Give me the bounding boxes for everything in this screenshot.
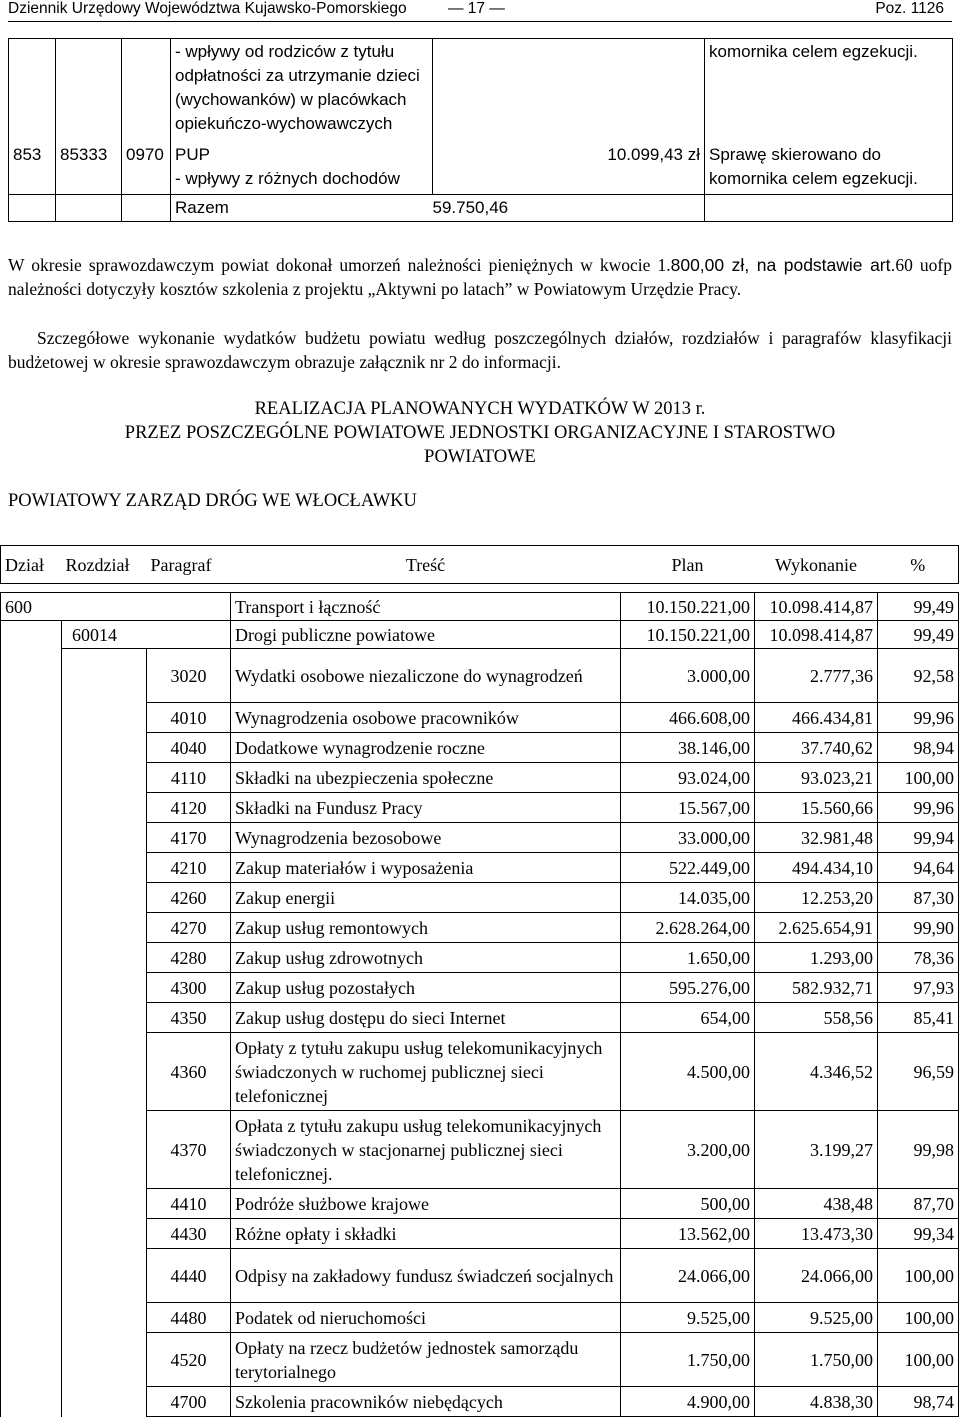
- table-row: [1, 1333, 959, 1387]
- execution-value: 12.253,20: [755, 883, 878, 913]
- percent-value: 85,41: [878, 1003, 959, 1033]
- paragraf-code: 4040: [147, 733, 231, 763]
- execution-value: 582.932,71: [755, 973, 878, 1003]
- table-row: [9, 39, 953, 143]
- dzial-code: 600: [1, 593, 231, 621]
- table-row: [1, 1111, 959, 1189]
- plan-value: 522.449,00: [621, 853, 755, 883]
- dzial-code: 853: [9, 142, 56, 195]
- paragraf-code: 4280: [147, 943, 231, 973]
- plan-value: 15.567,00: [621, 793, 755, 823]
- percent-value: 87,30: [878, 883, 959, 913]
- percent-value: 94,64: [878, 853, 959, 883]
- table-row: [1, 1303, 959, 1333]
- paragraf-code: 4520: [147, 1333, 231, 1387]
- plan-value: 14.035,00: [621, 883, 755, 913]
- income-amount: 10.099,43 zł: [433, 142, 705, 195]
- plan-value: 4.500,00: [621, 1033, 755, 1111]
- percent-value: 78,36: [878, 943, 959, 973]
- expense-name: Opłaty z tytułu zakupu usług telekomunikacyjnych świadczonych w ruchomej publicznej sieci telefonicznej: [231, 1033, 621, 1111]
- table-row: [1, 883, 959, 913]
- table-row: [1, 1387, 959, 1417]
- execution-value: 3.199,27: [755, 1111, 878, 1189]
- percent-value: 97,93: [878, 973, 959, 1003]
- paragraf-code: 4430: [147, 1219, 231, 1249]
- paragraf-code: 3020: [147, 649, 231, 703]
- percent-value: 99,96: [878, 793, 959, 823]
- expense-name: Opłata z tytułu zakupu usług telekomunikacyjnych świadczonych w stacjonarnej publicznej sieci telefonicznej.: [231, 1111, 621, 1189]
- execution-value: 24.066,00: [755, 1249, 878, 1303]
- execution-value: 4.838,30: [755, 1387, 878, 1417]
- expense-name: Podróże służbowe krajowe: [231, 1189, 621, 1219]
- expense-name: Składki na ubezpieczenia społeczne: [231, 763, 621, 793]
- execution-value: 15.560,66: [755, 793, 878, 823]
- percent-value: 99,96: [878, 703, 959, 733]
- percent-value: 99,34: [878, 1219, 959, 1249]
- plan-value: 24.066,00: [621, 1249, 755, 1303]
- execution-value: 1.293,00: [755, 943, 878, 973]
- column-header: Dział: [1, 546, 62, 584]
- execution-value: 9.525,00: [755, 1303, 878, 1333]
- execution-value: 494.434,10: [755, 853, 878, 883]
- table-row: [1, 913, 959, 943]
- expense-name: Wynagrodzenia osobowe pracowników: [231, 703, 621, 733]
- expense-name: Odpisy na zakładowy fundusz świadczeń socjalnych: [231, 1249, 621, 1303]
- rozdzial-code: 85333: [56, 142, 122, 195]
- table-row: [1, 973, 959, 1003]
- plan-value: 500,00: [621, 1189, 755, 1219]
- table-header-row: [1, 546, 959, 584]
- paragraf-code: 4270: [147, 913, 231, 943]
- paragraf-code: 4410: [147, 1189, 231, 1219]
- percent-value: 96,59: [878, 1033, 959, 1111]
- paragraf-code: 4370: [147, 1111, 231, 1189]
- execution-value: 4.346,52: [755, 1033, 878, 1111]
- execution-value: 37.740,62: [755, 733, 878, 763]
- percent-value: 100,00: [878, 763, 959, 793]
- table-row: [1, 823, 959, 853]
- expense-name: Składki na Fundusz Pracy: [231, 793, 621, 823]
- paragraf-code: 4350: [147, 1003, 231, 1033]
- expense-name: Zakup usług zdrowotnych: [231, 943, 621, 973]
- expense-name: Wynagrodzenia bezosobowe: [231, 823, 621, 853]
- plan-value: 10.150.221,00: [621, 621, 755, 649]
- percent-value: 92,58: [878, 649, 959, 703]
- expense-name: Zakup energii: [231, 883, 621, 913]
- percent-value: 100,00: [878, 1249, 959, 1303]
- plan-value: 93.024,00: [621, 763, 755, 793]
- percent-value: 87,70: [878, 1189, 959, 1219]
- table-row: [1, 763, 959, 793]
- table-row: [9, 142, 953, 195]
- expense-name: Zakup usług pozostałych: [231, 973, 621, 1003]
- paragraf-code: 4480: [147, 1303, 231, 1333]
- plan-value: 13.562,00: [621, 1219, 755, 1249]
- paragraf-code: 4700: [147, 1387, 231, 1417]
- plan-value: 595.276,00: [621, 973, 755, 1003]
- dzial-name: Transport i łączność: [231, 593, 621, 621]
- execution-value: 10.098.414,87: [755, 593, 878, 621]
- percent-value: 100,00: [878, 1303, 959, 1333]
- table-row: [1, 1003, 959, 1033]
- percent-value: 99,49: [878, 593, 959, 621]
- paragraf-code: 4360: [147, 1033, 231, 1111]
- execution-value: 466.434,81: [755, 703, 878, 733]
- table-row: [1, 853, 959, 883]
- percent-value: 99,98: [878, 1111, 959, 1189]
- rozdzial-row: [1, 621, 959, 649]
- percent-value: 98,74: [878, 1387, 959, 1417]
- plan-value: 33.000,00: [621, 823, 755, 853]
- expense-name: Szkolenia pracowników niebędących: [231, 1387, 621, 1417]
- section-heading: REALIZACJA PLANOWANYCH WYDATKÓW W 2013 r. PRZEZ POSZCZEGÓLNE POWIATOWE JEDNOSTKI ORGANIZACYJNE I STAROSTWO POWIATOWE: [124, 399, 836, 467]
- total-amount: 59.750,46: [433, 195, 705, 222]
- paragraf-code: 4010: [147, 703, 231, 733]
- plan-value: 4.900,00: [621, 1387, 755, 1417]
- execution-value: 2.777,36: [755, 649, 878, 703]
- paragraph-write-offs: W okresie sprawozdawczym powiat dokonał umorzeń należności pieniężnych w kwocie 1.800,00 zł, na podstawie art.60 uofp należności dotyczyły kosztów szkolenia z projektu „Aktywni po latach” w Powiatowym Urzędzie Pracy.: [8, 255, 953, 299]
- percent-value: 99,94: [878, 823, 959, 853]
- column-header: Plan: [621, 546, 755, 584]
- execution-value: 93.023,21: [755, 763, 878, 793]
- plan-value: 1.650,00: [621, 943, 755, 973]
- table-row: [1, 1033, 959, 1111]
- income-description: - wpływy od rodziców z tytułu odpłatności za utrzymanie dzieci (wychowanków) w placówkach opiekuńczo-wychowawczych: [171, 39, 433, 143]
- execution-value: 10.098.414,87: [755, 621, 878, 649]
- column-header: Paragraf: [147, 546, 231, 584]
- total-label: Razem: [171, 195, 433, 222]
- table-row: [1, 1249, 959, 1303]
- plan-value: 38.146,00: [621, 733, 755, 763]
- expenditure-table: [0, 545, 959, 1417]
- plan-value: 654,00: [621, 1003, 755, 1033]
- expense-name: Zakup materiałów i wyposażenia: [231, 853, 621, 883]
- percent-value: 99,90: [878, 913, 959, 943]
- plan-value: 10.150.221,00: [621, 593, 755, 621]
- position-number: Poz. 1126: [875, 0, 944, 17]
- plan-value: 2.628.264,00: [621, 913, 755, 943]
- column-header: Rozdział: [62, 546, 147, 584]
- column-header: Wykonanie: [755, 546, 878, 584]
- page-number: — 17 —: [448, 0, 505, 17]
- paragraf-code: 4170: [147, 823, 231, 853]
- paragraf-code: 4120: [147, 793, 231, 823]
- expense-name: Opłaty na rzecz budżetów jednostek samorządu terytorialnego: [231, 1333, 621, 1387]
- execution-value: 1.750,00: [755, 1333, 878, 1387]
- table-row: [1, 793, 959, 823]
- plan-value: 3.200,00: [621, 1111, 755, 1189]
- paragraf-code: 4210: [147, 853, 231, 883]
- table-row: [1, 733, 959, 763]
- percent-value: 99,49: [878, 621, 959, 649]
- income-note: komornika celem egzekucji.: [705, 39, 953, 143]
- page-header: [8, 0, 952, 22]
- execution-value: 13.473,30: [755, 1219, 878, 1249]
- total-row: [9, 195, 953, 222]
- journal-title: Dziennik Urzędowy Województwa Kujawsko-Pomorskiego: [8, 0, 407, 17]
- plan-value: 9.525,00: [621, 1303, 755, 1333]
- execution-value: 558,56: [755, 1003, 878, 1033]
- paragraf-code: 4260: [147, 883, 231, 913]
- table-row: [1, 703, 959, 733]
- execution-value: 2.625.654,91: [755, 913, 878, 943]
- plan-value: 1.750,00: [621, 1333, 755, 1387]
- column-header: Treść: [231, 546, 621, 584]
- table-row: [1, 943, 959, 973]
- execution-value: 32.981,48: [755, 823, 878, 853]
- income-table: [8, 38, 953, 222]
- percent-value: 98,94: [878, 733, 959, 763]
- expense-name: Różne opłaty i składki: [231, 1219, 621, 1249]
- income-description: PUP - wpływy z różnych dochodów: [171, 142, 433, 195]
- rozdzial-name: Drogi publiczne powiatowe: [231, 621, 621, 649]
- income-note: Sprawę skierowano do komornika celem egzekucji.: [705, 142, 953, 195]
- table-row: [1, 1189, 959, 1219]
- execution-value: 438,48: [755, 1189, 878, 1219]
- table-row: [1, 649, 959, 703]
- paragraph-details: Szczegółowe wykonanie wydatków budżetu powiatu według poszczególnych działów, rozdziałów i paragrafów klasyfikacji budżetowej w okresie sprawozdawczym obrazuje załącznik nr 2 do informacji.: [8, 328, 952, 372]
- table-row: [1, 1219, 959, 1249]
- rozdzial-code: 60014: [62, 621, 231, 649]
- expense-name: Dodatkowe wynagrodzenie roczne: [231, 733, 621, 763]
- paragraf-code: 4300: [147, 973, 231, 1003]
- paragraf-code: 4110: [147, 763, 231, 793]
- expense-name: Zakup usług dostępu do sieci Internet: [231, 1003, 621, 1033]
- expense-name: Zakup usług remontowych: [231, 913, 621, 943]
- expense-name: Podatek od nieruchomości: [231, 1303, 621, 1333]
- expense-name: Wydatki osobowe niezaliczone do wynagrodzeń: [231, 649, 621, 703]
- dzial-row: [1, 593, 959, 621]
- unit-title: POWIATOWY ZARZĄD DRÓG WE WŁOCŁAWKU: [8, 491, 417, 511]
- plan-value: 466.608,00: [621, 703, 755, 733]
- paragraf-code: 0970: [122, 142, 171, 195]
- paragraf-code: 4440: [147, 1249, 231, 1303]
- percent-value: 100,00: [878, 1333, 959, 1387]
- plan-value: 3.000,00: [621, 649, 755, 703]
- column-header: %: [878, 546, 959, 584]
